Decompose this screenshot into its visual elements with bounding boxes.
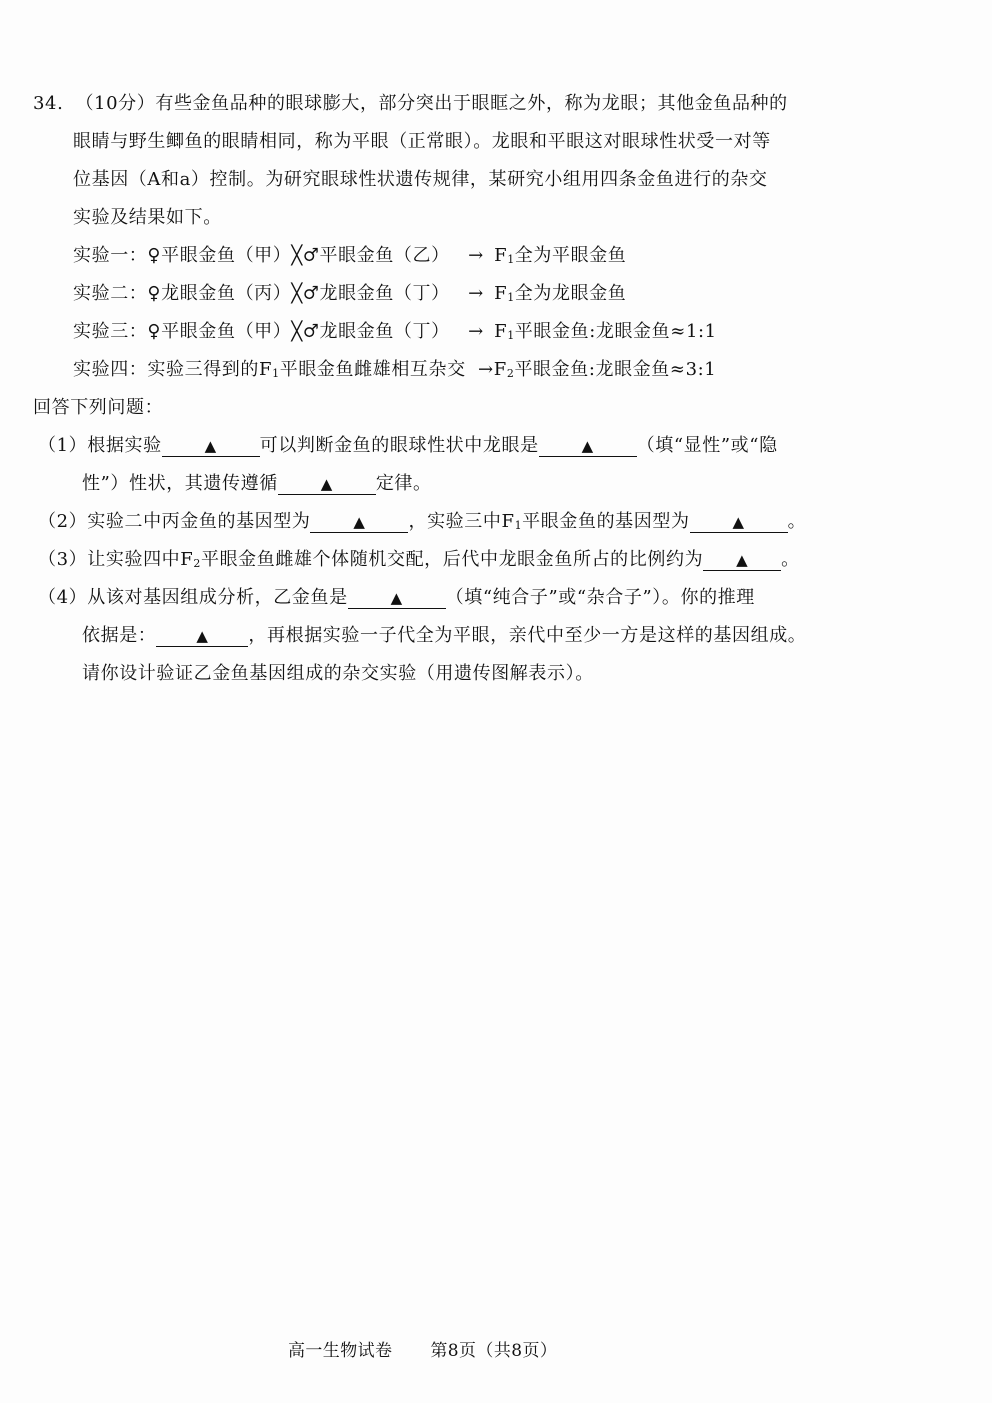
part-3: （3）让实验四中$F_2$平眼金鱼雌雄个体随机交配，后代中龙眼金鱼所占的比例约为 ▲ 。 [38, 549, 800, 570]
question-stem-line-3: 位基因（A和a）控制。为研究眼球性状遗传规律，某研究小组用四条金鱼进行的杂交 [73, 169, 768, 190]
answer-blank[interactable] [539, 436, 637, 457]
answer-blank[interactable] [703, 550, 781, 571]
answer-blank[interactable] [348, 588, 446, 609]
question-stem-line-2: 眼睛与野生鲫鱼的眼睛相同，称为平眼（正常眼）。龙眼和平眼这对眼球性状受一对等 [73, 131, 771, 152]
answer-prompt: 回答下列问题： [33, 397, 164, 418]
question-number: 34. [33, 93, 64, 114]
triangle-icon: ▲ [736, 551, 749, 569]
experiment-4: 实验四：实验三得到的$F_1$平眼金鱼雌雄相互杂交 $\to F_2$平眼金鱼:龙眼金鱼≈3:1 [73, 359, 717, 380]
experiment-2: 实验二：♀龙眼金鱼（丙）╳♂龙眼金鱼（丁） → $F_1$全为龙眼金鱼 [73, 283, 627, 304]
answer-blank[interactable] [310, 512, 408, 533]
triangle-icon: ▲ [353, 513, 366, 531]
triangle-icon: ▲ [732, 513, 745, 531]
triangle-icon: ▲ [390, 589, 403, 607]
answer-blank[interactable] [690, 512, 788, 533]
experiment-1: 实验一：♀平眼金鱼（甲）╳♂平眼金鱼（乙） → $F_1$全为平眼金鱼 [73, 245, 627, 266]
triangle-icon: ▲ [204, 437, 217, 455]
triangle-icon: ▲ [581, 437, 594, 455]
triangle-icon: ▲ [320, 475, 333, 493]
part-4-line-1: （4）从该对基因组成分析，乙金鱼是 ▲ （填“纯合子”或“杂合子”）。你的推理 [38, 587, 755, 608]
question-stem-line-1: 34. （10分）有些金鱼品种的眼球膨大，部分突出于眼眶之外，称为龙眼；其他金鱼品种的 [33, 93, 788, 114]
footer-subject: 高一生物试卷 [288, 1341, 393, 1361]
triangle-icon: ▲ [196, 627, 209, 645]
part-1-line-1: （1）根据实验 ▲ 可以判断金鱼的眼球性状中龙眼是 ▲ （填“显性”或“隐 [38, 435, 778, 456]
answer-blank[interactable] [156, 626, 248, 647]
part-4-line-3: 请你设计验证乙金鱼基因组成的杂交实验（用遗传图解表示）。 [82, 663, 594, 684]
answer-blank[interactable] [278, 474, 376, 495]
part-2: （2）实验二中丙金鱼的基因型为 ▲ ，实验三中$F_1$平眼金鱼的基因型为 ▲ 。 [38, 511, 807, 532]
page-footer [288, 1336, 557, 1361]
footer-page-number: 第8页（共8页） [430, 1341, 558, 1361]
part-4-line-2: 依据是： ▲ ，再根据实验一子代全为平眼，亲代中至少一方是这样的基因组成。 [82, 625, 807, 646]
part-1-line-2: 性”）性状，其遗传遵循 ▲ 定律。 [82, 473, 432, 494]
question-stem-line-4: 实验及结果如下。 [73, 207, 222, 228]
experiment-3: 实验三：♀平眼金鱼（甲）╳♂龙眼金鱼（丁） → $F_1$平眼金鱼:龙眼金鱼≈1:1 [73, 321, 717, 342]
answer-blank[interactable] [162, 436, 260, 457]
